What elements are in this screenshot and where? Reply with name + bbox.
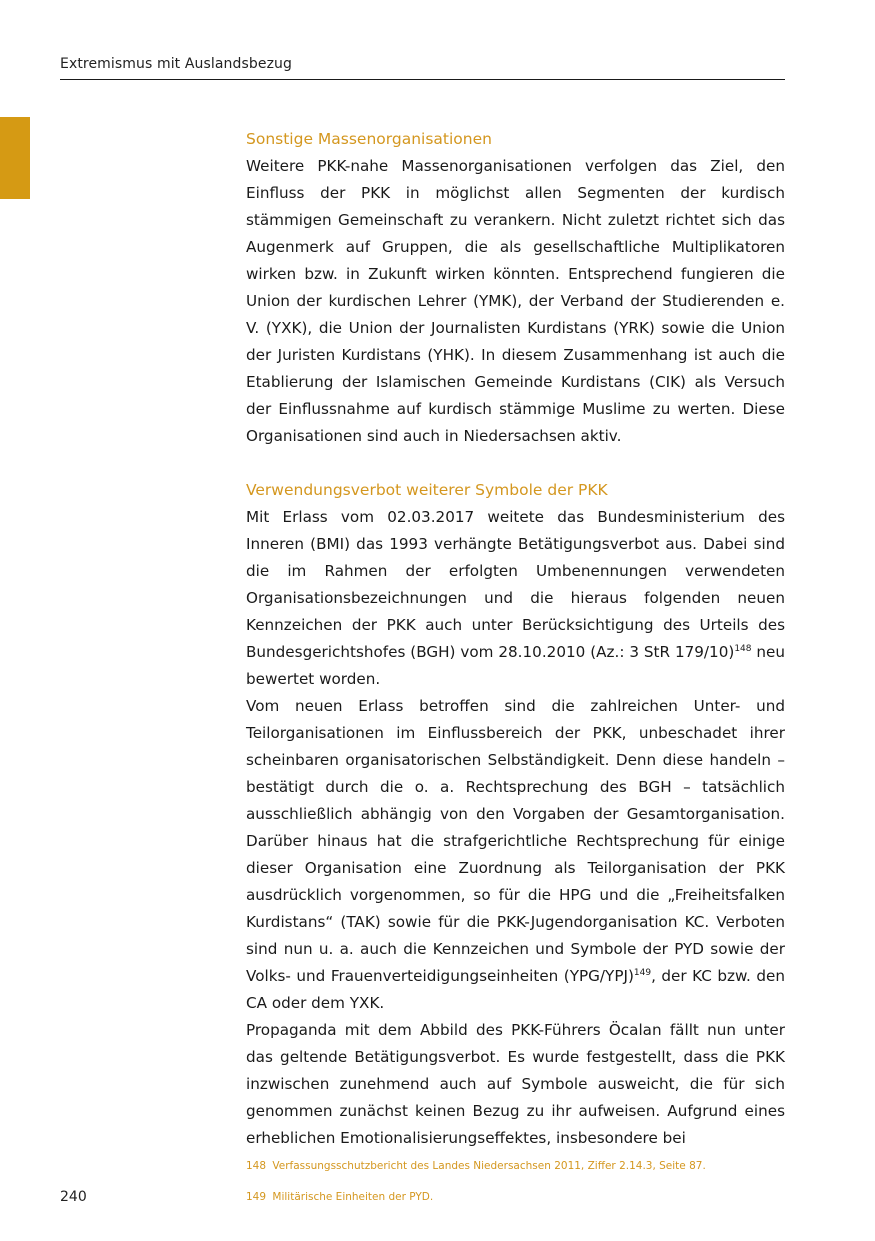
paragraph-teilorganisationen-tail: , der KC bzw. den CA oder dem YXK. <box>246 967 785 1012</box>
section-heading-massenorganisationen: Sonstige Massenorganisationen <box>246 130 492 148</box>
page-number: 240 <box>60 1189 87 1205</box>
footnote-text: Verfassungsschutzbericht des Landes Niedersachsen 2011, Ziffer 2.14.3, Seite 87. <box>272 1160 706 1172</box>
section-spacer <box>246 450 785 477</box>
footnote-ref-149[interactable]: 149 <box>633 967 652 978</box>
paragraph-teilorganisationen-text: Vom neuen Erlass betroffen sind die zahlreichen Unter- und Teilorganisationen im Einflussbereich der PKK, unbeschadet ihrer scheinbaren organisatorischen Selbständigkeit. Denn diese handeln – bestätigt durch die o. a. Rechtsprechung des BGH – tatsächlich ausschließlich abhängig von den Vorgaben der Gesamtorganisation. Darüber hinaus hat die strafgerichtliche Rechtsprechung für einige dieser Organisation eine Zuordnung als Teilorganisation der PKK ausdrücklich vorgenommen, so für die HPG und die „Freiheitsfalken Kurdistans“ (TAK) sowie für die PKK-Jugendorganisation KC. Verboten sind nun u. a. auch die Kennzeichen und Symbole der PYD sowie der Volks- und Frauenverteidigungseinheiten (YPG/YPJ) <box>246 697 785 985</box>
footnote-number: 148 <box>246 1160 267 1172</box>
paragraph-massenorganisationen: Weitere PKK-nahe Massenorganisationen verfolgen das Ziel, den Einfluss der PKK in möglichst allen Segmenten der kurdisch stämmigen Gemeinschaft zu verankern. Nicht zuletzt richtet sich das Augenmerk auf Gruppen, die als gesellschaftliche Multiplikatoren wirken bzw. in Zukunft wirken könnten. Entsprechend fungieren die Union der kurdischen Lehrer (YMK), der Verband der Studierenden e. V. (YXK), die Union der Journalisten Kurdistans (YRK) sowie die Union der Juristen Kurdistans (YHK). In diesem Zusammenhang ist auch die Etablierung der Islamischen Gemeinde Kurdistans (CIK) als Versuch der Einflussnahme auf kurdisch stämmige Muslime zu werten. Diese Organisationen sind auch in Niedersachsen aktiv. <box>246 157 785 445</box>
header-rule <box>60 79 785 80</box>
paragraph-erlass <box>246 504 785 693</box>
paragraph-propaganda: Propaganda mit dem Abbild des PKK-Führers Öcalan fällt nun unter das geltende Betätigungsverbot. Es wurde festgestellt, dass die PKK inzwischen zunehmend auch auf Symbole ausweicht, die für sich genommen zunächst keinen Bezug zu ihr aufweisen. Aufgrund eines erheblichen Emotionalisierungseffektes, insbesondere bei <box>246 1021 785 1147</box>
footnote-148 <box>246 1160 706 1172</box>
footnote-text: Militärische Einheiten der PYD. <box>272 1191 434 1203</box>
footnote-149 <box>246 1191 433 1203</box>
paragraph-teilorganisationen <box>246 693 785 1017</box>
paragraph-erlass-text: Mit Erlass vom 02.03.2017 weitete das Bundesministerium des Inneren (BMI) das 1993 verhängte Betätigungsverbot aus. Dabei sind die im Rahmen der erfolgten Umbenennungen verwendeten Organisationsbezeichnungen und die hieraus folgenden neuen Kennzeichen der PKK auch unter Berücksichtigung des Urteils des Bundesgerichtshofes (BGH) vom 28.10.2010 (Az.: 3 StR 179/10) <box>246 508 785 661</box>
paragraph-erlass-tail: neu bewertet worden. <box>246 643 785 688</box>
running-head-title: Extremismus mit Auslandsbezug <box>60 56 292 72</box>
chapter-tab-marker <box>0 117 30 199</box>
footnote-number: 149 <box>246 1191 267 1203</box>
section-heading-verwendungsverbot: Verwendungsverbot weiterer Symbole der PKK <box>246 481 608 499</box>
footnote-ref-148[interactable]: 148 <box>734 643 752 654</box>
main-text-column <box>246 126 785 1152</box>
